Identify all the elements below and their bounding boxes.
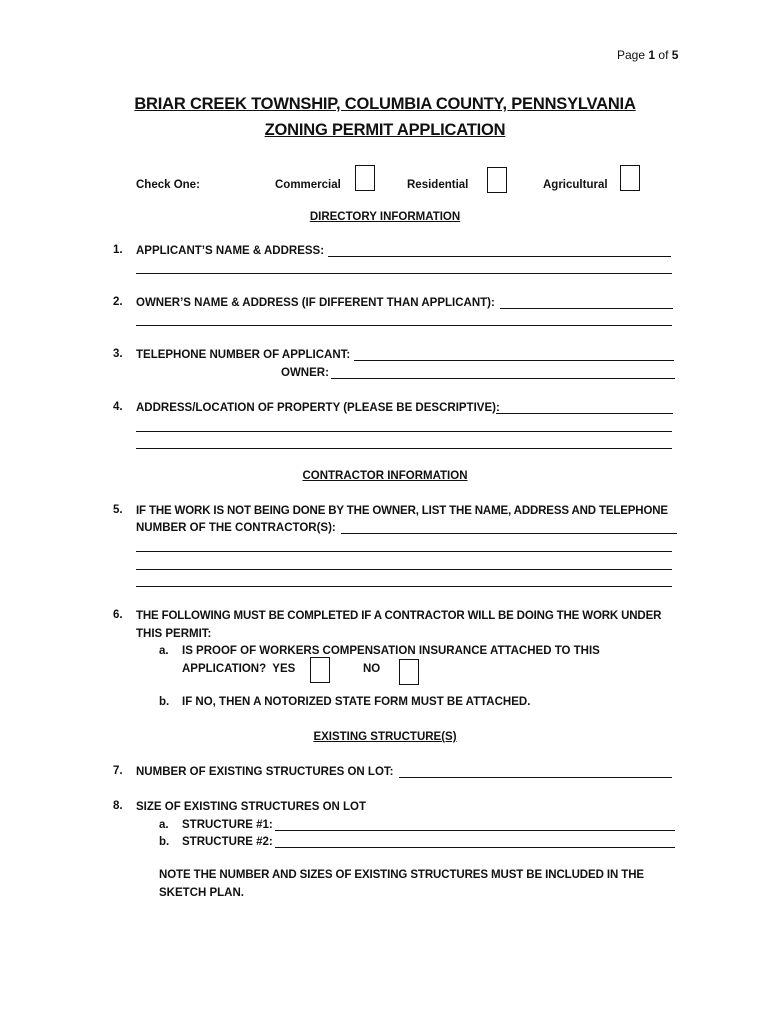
page-label: Page bbox=[617, 48, 646, 62]
page-number bbox=[617, 48, 678, 62]
structure1-input[interactable] bbox=[275, 830, 675, 831]
q6a-text-line2: APPLICATION? YES bbox=[182, 663, 296, 675]
directory-header: DIRECTORY INFORMATION bbox=[309, 211, 461, 223]
agricultural-label: Agricultural bbox=[543, 179, 608, 191]
q8b-marker: b. bbox=[159, 836, 170, 848]
page-current: 1 bbox=[648, 48, 656, 62]
no-checkbox[interactable] bbox=[399, 659, 419, 685]
q3-owner-label: OWNER: bbox=[281, 367, 329, 379]
q6a-text-line1: IS PROOF OF WORKERS COMPENSATION INSURANCE ATTACHED TO THIS bbox=[182, 645, 600, 657]
q8-number: 8. bbox=[113, 800, 123, 812]
note-line2: SKETCH PLAN. bbox=[159, 887, 244, 899]
q5-text-line2: NUMBER OF THE CONTRACTOR(S): bbox=[136, 522, 336, 534]
agricultural-checkbox[interactable] bbox=[620, 165, 640, 191]
q3-label: TELEPHONE NUMBER OF APPLICANT: bbox=[136, 349, 351, 361]
residential-label: Residential bbox=[407, 179, 469, 191]
page-of: of bbox=[658, 48, 669, 62]
check-one-label: Check One: bbox=[136, 179, 200, 191]
q4-number: 4. bbox=[113, 401, 123, 413]
q1-number: 1. bbox=[113, 244, 123, 256]
commercial-checkbox[interactable] bbox=[355, 165, 375, 191]
q3-number: 3. bbox=[113, 348, 123, 360]
note-line1: NOTE THE NUMBER AND SIZES OF EXISTING STRUCTURES MUST BE INCLUDED IN THE bbox=[159, 869, 644, 881]
existing-structures-header: EXISTING STRUCTURE(S) bbox=[313, 731, 457, 743]
q2-number: 2. bbox=[113, 296, 123, 308]
q2-input[interactable] bbox=[500, 308, 673, 309]
commercial-label: Commercial bbox=[275, 179, 341, 191]
document-title: BRIAR CREEK TOWNSHIP, COLUMBIA COUNTY, PENNSYLVANIA bbox=[134, 95, 636, 113]
no-label: NO bbox=[363, 663, 381, 675]
contractor-header: CONTRACTOR INFORMATION bbox=[302, 470, 468, 482]
q8a-marker: a. bbox=[159, 819, 169, 831]
document-subtitle: ZONING PERMIT APPLICATION bbox=[264, 121, 506, 139]
q4-input[interactable] bbox=[496, 413, 673, 414]
q6-text-line2: THIS PERMIT: bbox=[136, 628, 212, 640]
q7-number: 7. bbox=[113, 765, 123, 777]
q6-text-line1: THE FOLLOWING MUST BE COMPLETED IF A CONTRACTOR WILL BE DOING THE WORK UNDER bbox=[136, 610, 662, 622]
q6b-text: IF NO, THEN A NOTORIZED STATE FORM MUST BE ATTACHED. bbox=[182, 696, 531, 708]
yes-checkbox[interactable] bbox=[310, 657, 330, 683]
q5-input[interactable] bbox=[341, 533, 677, 534]
q5-input-line4[interactable] bbox=[136, 586, 672, 587]
q4-input-line3[interactable] bbox=[136, 448, 672, 449]
q6-number: 6. bbox=[113, 609, 123, 621]
structure2-input[interactable] bbox=[275, 847, 675, 848]
q7-label: NUMBER OF EXISTING STRUCTURES ON LOT: bbox=[136, 766, 394, 778]
q3-applicant-phone-input[interactable] bbox=[354, 360, 674, 361]
q8-label: SIZE OF EXISTING STRUCTURES ON LOT bbox=[136, 801, 367, 813]
q5-text-line1: IF THE WORK IS NOT BEING DONE BY THE OWNER, LIST THE NAME, ADDRESS AND TELEPHONE bbox=[136, 505, 668, 517]
q1-input[interactable] bbox=[328, 256, 671, 257]
q6b-marker: b. bbox=[159, 696, 170, 708]
page-total: 5 bbox=[671, 48, 679, 62]
q7-input[interactable] bbox=[399, 777, 672, 778]
q1-input-line2[interactable] bbox=[136, 273, 672, 274]
q4-input-line2[interactable] bbox=[136, 431, 672, 432]
q4-label: ADDRESS/LOCATION OF PROPERTY (PLEASE BE DESCRIPTIVE): bbox=[136, 402, 500, 414]
q5-input-line3[interactable] bbox=[136, 569, 672, 570]
q1-label: APPLICANT’S NAME & ADDRESS: bbox=[136, 245, 325, 257]
q5-number: 5. bbox=[113, 504, 123, 516]
q5-input-line2[interactable] bbox=[136, 551, 672, 552]
q6a-marker: a. bbox=[159, 645, 169, 657]
q2-input-line2[interactable] bbox=[136, 325, 672, 326]
residential-checkbox[interactable] bbox=[487, 167, 507, 193]
q3-owner-phone-input[interactable] bbox=[331, 378, 675, 379]
q2-label: OWNER’S NAME & ADDRESS (IF DIFFERENT THAN APPLICANT): bbox=[136, 297, 495, 309]
structure1-label: STRUCTURE #1: bbox=[182, 819, 273, 831]
structure2-label: STRUCTURE #2: bbox=[182, 836, 273, 848]
